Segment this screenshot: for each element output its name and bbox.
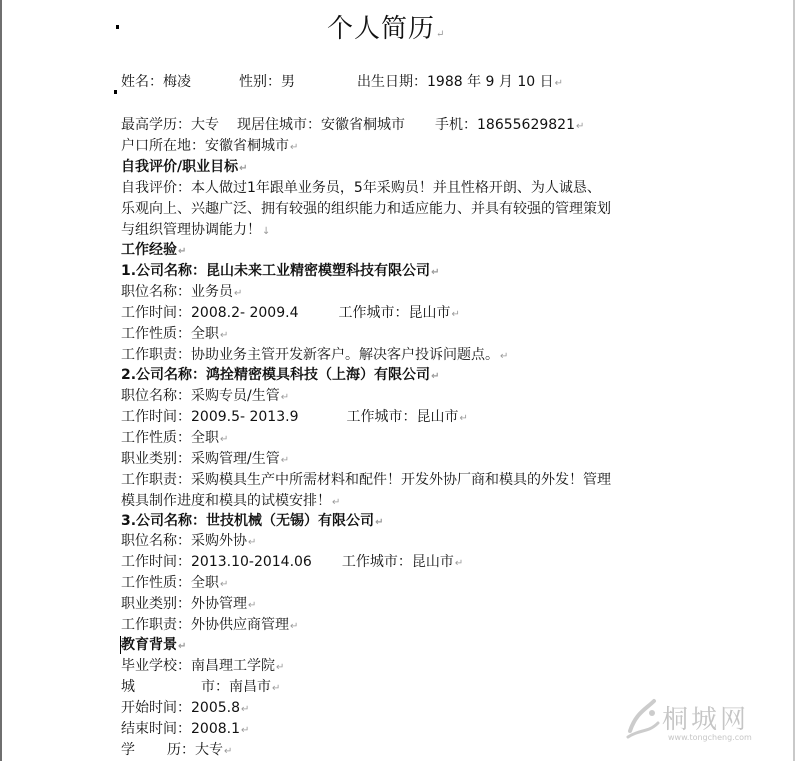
- job-3-duty: [121, 615, 298, 637]
- time-text: 工作时间：2009.5- 2013.9: [121, 409, 299, 425]
- self-eval-heading: [121, 157, 248, 179]
- text: 与组织管理协调能力！: [121, 222, 261, 238]
- city-value: 市：南昌市: [201, 679, 271, 695]
- paragraph-mark: ↵: [248, 537, 257, 548]
- site-watermark: [622, 693, 772, 753]
- paragraph-mark: ↵: [178, 641, 187, 652]
- job-1-time: [121, 303, 460, 325]
- line-break-mark: ↓: [262, 226, 271, 237]
- education-field: 最高学历：大专: [121, 117, 219, 133]
- self-eval-line-1: [121, 178, 601, 198]
- paragraph-mark: ↵: [220, 579, 229, 590]
- paragraph-mark: ↵: [234, 288, 243, 299]
- hukou-field: 户口所在地：安徽省桐城市: [121, 138, 289, 154]
- position-text: 职位名称：业务员: [121, 284, 233, 300]
- personal-line-1: [121, 72, 563, 94]
- job-2-duty-cont: [121, 491, 340, 513]
- self-eval-line-2: [121, 199, 611, 219]
- paragraph-mark: ↵: [454, 558, 464, 569]
- gender-field: 性别：男: [239, 74, 295, 90]
- nature-text: 工作性质：全职: [121, 430, 219, 446]
- job-2-time: [121, 407, 468, 429]
- job-3-category: [121, 594, 256, 616]
- job-2-position: [121, 386, 289, 408]
- page-title: [327, 10, 445, 54]
- job-1-company: [121, 261, 439, 283]
- degree-value: 历：大专: [167, 742, 223, 758]
- school-text: 毕业学校：南昌理工学院: [121, 658, 275, 674]
- heading-text: 自我评价/职业目标: [121, 159, 239, 175]
- city-text: 工作城市：昆山市: [346, 409, 459, 425]
- company-text: 1.公司名称：昆山未来工业精密模塑科技有限公司: [121, 263, 431, 279]
- paragraph-mark: ↵: [272, 683, 281, 694]
- job-1-position: [121, 282, 242, 304]
- page-left-border: [0, 0, 2, 761]
- job-3-time: [121, 552, 463, 574]
- text: 自我评价：本人做过1年跟单业务员，5年采购员！并且性格开朗、为人诚恳、: [121, 180, 601, 196]
- name-field: 姓名：梅凌: [121, 74, 191, 90]
- job-3-company: [121, 511, 383, 533]
- edu-heading: [121, 635, 186, 657]
- nature-text: 工作性质：全职: [121, 326, 219, 342]
- position-text: 职位名称：采购外协: [121, 533, 247, 549]
- time-text: 工作时间：2013.10-2014.06: [121, 554, 312, 570]
- paragraph-mark: ↵: [431, 371, 440, 382]
- job-2-category: [121, 449, 289, 471]
- paragraph-mark: ↵: [290, 142, 299, 153]
- paragraph-mark: ↵: [290, 621, 299, 632]
- company-text: 3.公司名称：世技机械（无锡）有限公司: [121, 513, 375, 529]
- city-text: 工作城市：昆山市: [338, 305, 451, 321]
- list-bullet: [114, 90, 117, 94]
- edu-start: [121, 698, 249, 720]
- paragraph-mark: ↵: [241, 725, 250, 736]
- edu-city: [121, 677, 280, 699]
- nature-text: 工作性质：全职: [121, 575, 219, 591]
- paragraph-mark: ↵: [431, 267, 440, 278]
- job-2-nature: [121, 428, 228, 450]
- paragraph-mark: ↵: [224, 746, 233, 757]
- time-text: 工作时间：2008.2- 2009.4: [121, 305, 299, 321]
- paragraph-mark: ↵: [241, 704, 250, 715]
- job-1-nature: [121, 324, 228, 346]
- job-2-company: [121, 365, 439, 387]
- birth-field: 出生日期：1988 年 9 月 10 日: [357, 74, 554, 90]
- paragraph-mark: ↵: [575, 121, 585, 132]
- category-text: 职业类别：外协管理: [121, 596, 247, 612]
- edu-degree: [121, 740, 232, 762]
- paragraph-mark: ↵: [500, 351, 509, 362]
- paragraph-mark: ↵: [276, 662, 285, 673]
- paragraph-mark: ↵: [220, 434, 229, 445]
- watermark-url: www.tongcheng.com: [668, 733, 752, 742]
- heading-text: 教育背景: [121, 637, 177, 653]
- job-1-duty: [121, 345, 508, 367]
- residence-field: 现居住城市：安徽省桐城市: [237, 117, 405, 133]
- paragraph-mark: ↵: [459, 413, 468, 424]
- paragraph-mark: ↵: [280, 455, 290, 466]
- paragraph-mark: ↵: [220, 330, 229, 341]
- paragraph-mark: ↵: [248, 600, 257, 611]
- self-eval-line-3: [121, 220, 270, 242]
- job-2-duty: [121, 470, 611, 490]
- paragraph-mark: ↵: [436, 29, 446, 40]
- phone-field: 手机：18655629821: [435, 117, 575, 133]
- watermark-text: 桐城网: [662, 705, 750, 735]
- end-text: 结束时间：2008.1: [121, 721, 240, 737]
- paragraph-mark: ↵: [451, 309, 460, 320]
- position-text: 职位名称：采购专员/生管: [121, 388, 280, 404]
- category-text: 职业类别：采购管理/生管: [121, 451, 280, 467]
- start-text: 开始时间：2005.8: [121, 700, 240, 716]
- job-3-nature: [121, 573, 228, 595]
- city-label: 城: [121, 679, 135, 695]
- company-text: 2.公司名称：鸿拴精密模具科技（上海）有限公司: [121, 367, 431, 383]
- city-text: 工作城市：昆山市: [341, 554, 454, 570]
- edu-school: [121, 656, 284, 678]
- personal-line-2: [121, 115, 584, 137]
- paragraph-mark: ↵: [554, 78, 563, 89]
- watermark-logo-icon: [622, 693, 662, 745]
- heading-text: 工作经验: [121, 242, 177, 258]
- work-heading: [121, 240, 186, 262]
- duty-text: 工作职责：采购模具生产中所需材料和配件！开发外协厂商和模具的外发！管理: [121, 472, 611, 488]
- job-3-position: [121, 531, 256, 553]
- degree-label: 学: [121, 742, 135, 758]
- paragraph-mark: ↵: [178, 246, 187, 257]
- paragraph-mark: ↵: [239, 163, 248, 174]
- paragraph-mark: ↵: [280, 392, 290, 403]
- paragraph-mark: ↵: [332, 497, 341, 508]
- title-text: 个人简历: [327, 14, 436, 44]
- duty-text: 工作职责：协助业务主管开发新客户。解决客户投诉问题点。: [121, 347, 499, 363]
- edu-end: [121, 719, 249, 741]
- duty-text: 模具制作进度和模具的试模安排！: [121, 493, 331, 509]
- text: 乐观向上、兴趣广泛、拥有较强的组织能力和适应能力、并具有较强的管理策划: [121, 201, 611, 217]
- duty-text: 工作职责：外协供应商管理: [121, 617, 289, 633]
- hukou-line: [121, 136, 298, 158]
- list-bullet: [116, 25, 119, 29]
- paragraph-mark: ↵: [375, 517, 384, 528]
